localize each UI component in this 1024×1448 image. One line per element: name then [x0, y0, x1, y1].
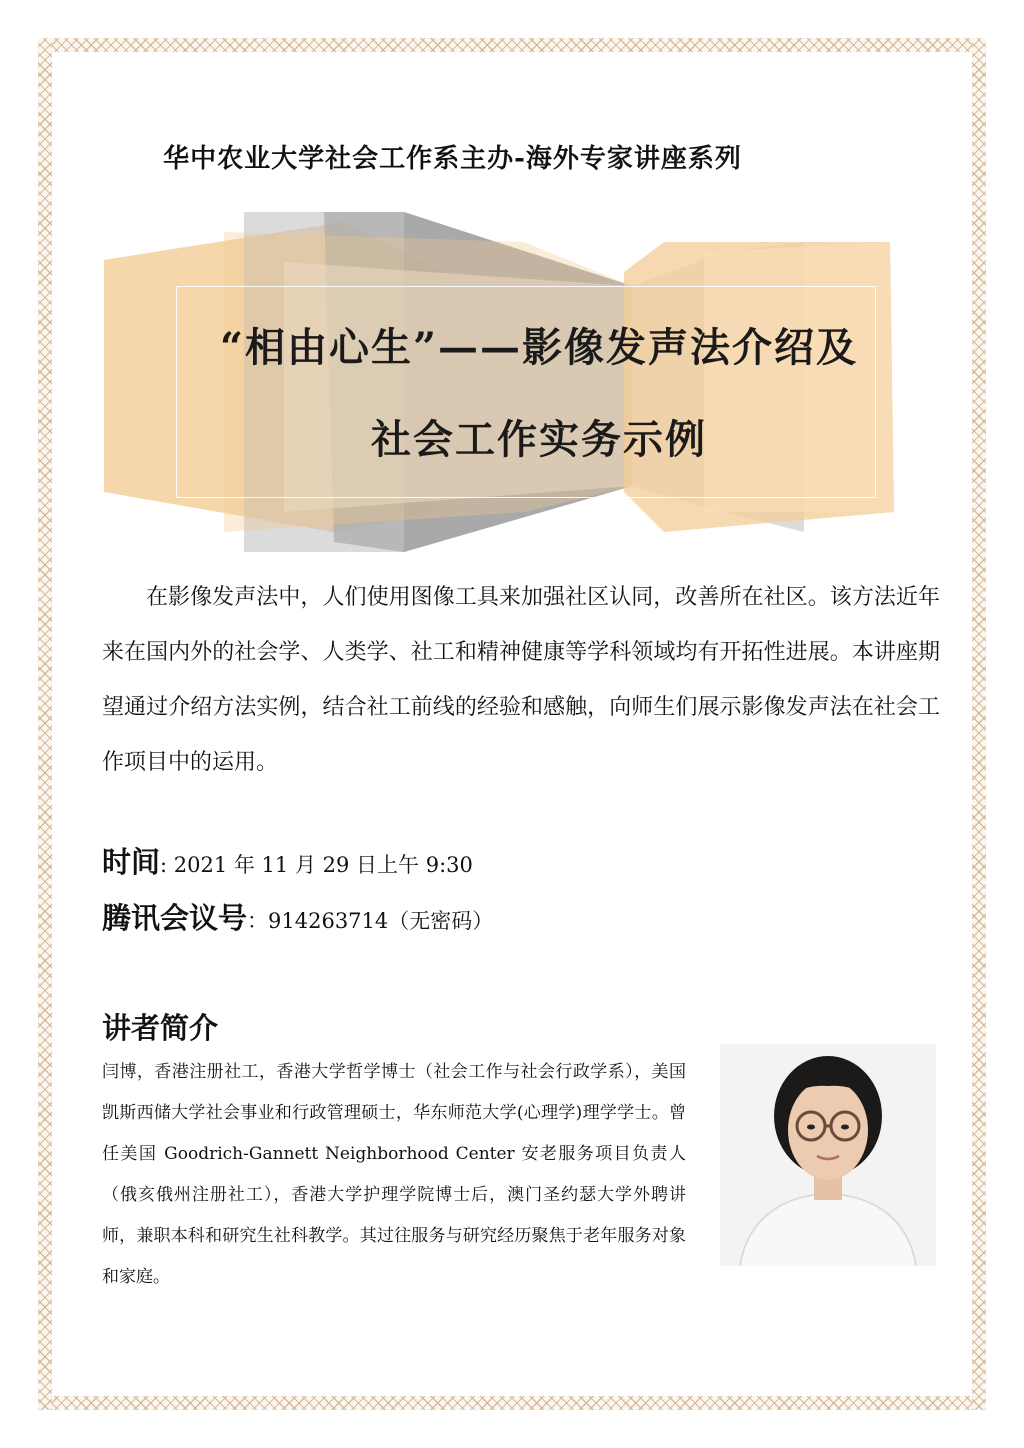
lecture-title-line1: “相由心生”——影像发声法介绍及: [219, 324, 858, 371]
border-bottom: [38, 1396, 986, 1410]
speaker-heading: 讲者简介: [102, 1011, 219, 1045]
border-right: [972, 38, 986, 1410]
border-left: [38, 38, 52, 1410]
title-banner: [104, 212, 894, 552]
time-label: 时间: [102, 845, 161, 879]
speaker-bio: 闫博，香港注册社工，香港大学哲学博士（社会工作与社会行政学系），美国凯斯西储大学社会事业和行政管理硕士，华东师范大学(心理学)理学学士。曾任美国 Goodrich-Gannett Neighborhood Center 安老服务项目负责人（俄亥俄州注册社工），香港大学护理学院博士后，澳门圣约瑟大学外聘讲师，兼职本科和研究生社科教学。其过往服务与研究经历聚焦于老年服务对象和家庭。: [102, 1062, 686, 1287]
lecture-title-line2: 社会工作实务示例: [371, 416, 707, 463]
speaker-photo: [720, 1044, 936, 1266]
intro-paragraph: 在影像发声法中，人们使用图像工具来加强社区认同，改善所在社区。该方法近年来在国内外的社会学、人类学、社工和精神健康等学科领域均有开拓性进展。本讲座期望通过介绍方法实例，结合社工前线的经验和感触，向师生们展示影像发声法在社会工作项目中的运用。: [102, 585, 940, 775]
series-title: 华中农业大学社会工作系主办-海外专家讲座系列: [163, 144, 742, 174]
meeting-info: [102, 896, 493, 937]
time-info: [102, 840, 473, 881]
border-top: [38, 38, 986, 52]
meeting-value: ：914263714（无密码）: [247, 909, 494, 933]
meeting-label: 腾讯会议号: [102, 901, 248, 935]
time-value: : 2021 年 11 月 29 日上午 9:30: [160, 853, 473, 877]
